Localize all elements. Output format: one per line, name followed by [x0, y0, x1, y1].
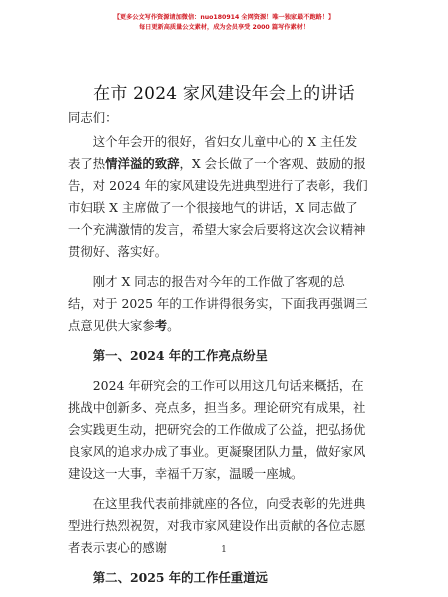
section-heading-2: 第二、2025 年的工作任重道远 [92, 570, 268, 585]
promo-banner [0, 13, 448, 33]
page-number: 1 [221, 545, 227, 555]
document-title: 在市 2024 家风建设年会上的讲话 [93, 84, 355, 104]
paragraph-opening [68, 131, 368, 263]
promo-banner-line-2: 每日更新高质量公文素材，成为会员享受 2000 篇写作素材！ [138, 24, 310, 31]
paragraph-highlights: 2024 年研究会的工作可以用这几句话来概括，在挑战中创新多、亮点多，担当多。理论研究有成果，社会实践更生动，把研究会的工作做成了公益，把弘扬优良家风的追求办成了事业。更凝聚团队力量，做好家风建设这一大事，幸福千万家，温暖一座城。 [68, 378, 366, 481]
greeting: 同志们： [68, 110, 118, 125]
paragraph-opening-text-b: ，X 会长做了一个客观、鼓励的报告，对 2024 年的家风建设先进典型进行了表彰，我们市妇联 X 主席做了一个很接地气的讲话，X 同志做了一个充满激情的发言，希望大家会后要将这次会议精神贯彻好、落实好。 [68, 156, 368, 259]
paragraph-summary-text-a: 刚才 X 同志的报告对今年的工作做了客观的总结，对于 2025 年的工作讲得很务实，下面我再强调三点意见供大家参 [68, 274, 368, 333]
promo-banner-line-1: 【更多公文写作资源请加微信：nuo180914 全网资源！唯一独家最不跑路！】 [113, 14, 335, 21]
paragraph-summary-text-b: 。 [167, 318, 180, 333]
paragraph-thanks: 在这里我代表前排就座的各位，向受表彰的先进典型进行热烈祝贺，对我市家风建设作出贡献的各位志愿者表示衷心的感谢 [68, 496, 366, 555]
paragraph-opening-bold: 情洋溢的致辞 [105, 156, 180, 171]
paragraph-summary [68, 271, 368, 337]
section-heading-1: 第一、2024 年的工作亮点纷呈 [92, 348, 268, 363]
paragraph-opening-text-a: 这个年会开的很好，省妇女儿童中心的 X 主任发表了热 [68, 134, 358, 171]
document-body [68, 107, 368, 597]
paragraph-summary-bold: 考 [154, 318, 168, 333]
